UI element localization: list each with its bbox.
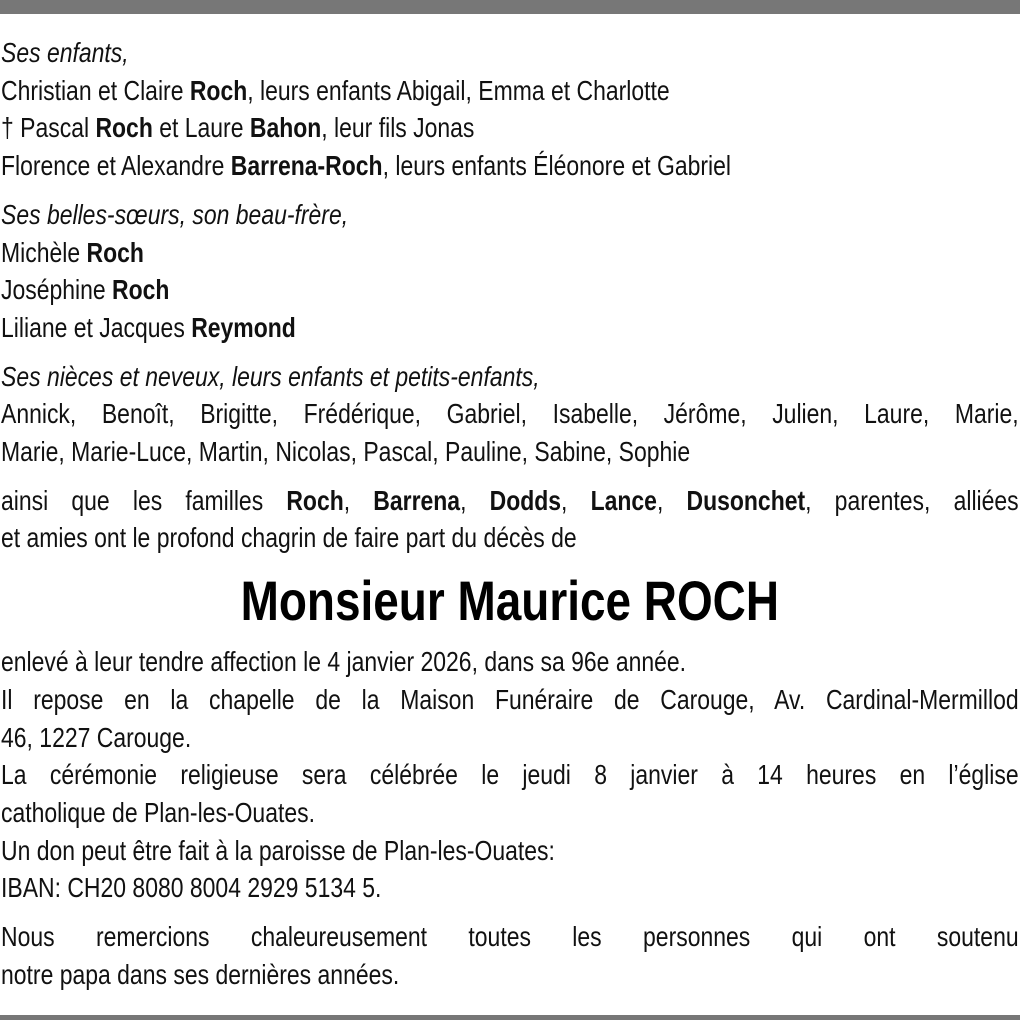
family-line <box>1 309 1019 347</box>
detail-line: Un don peut être fait à la paroisse de Plan-les-Ouates: <box>1 834 555 866</box>
heading-text: Ses enfants, <box>1 37 129 68</box>
family-line <box>1 109 1019 147</box>
top-border <box>0 0 1020 14</box>
family-line <box>1 72 1019 110</box>
families-section <box>1 482 1019 557</box>
text: Michèle <box>1 236 87 268</box>
section-heading <box>1 358 1019 396</box>
surname: Bahon <box>249 112 322 144</box>
children-section <box>1 34 1019 185</box>
text: ainsi que les familles <box>1 484 287 516</box>
text: , leur fils Jonas <box>321 112 475 144</box>
surname: Roch <box>189 74 248 106</box>
detail-line: catholique de Plan-les-Ouates. <box>1 796 315 828</box>
deceased-name: Monsieur Maurice ROCH <box>240 569 780 633</box>
nieces-section <box>1 358 1019 471</box>
iban-line: IBAN: CH20 8080 8004 2929 5134 5. <box>1 872 382 904</box>
text: , leurs enfants Abigail, Emma et Charlotte <box>247 74 670 106</box>
surname: Barrena <box>373 484 461 516</box>
obituary-notice <box>1 34 1019 993</box>
text: † Pascal <box>1 112 96 144</box>
in-laws-section <box>1 196 1019 347</box>
families-line: et amies ont le profond chagrin de faire part du décès de <box>1 522 577 554</box>
detail-line: enlevé à leur tendre affection le 4 janvier 2026, dans sa 96e année. <box>1 646 687 678</box>
text: Liliane et Jacques <box>1 311 192 343</box>
surname: Dodds <box>489 484 562 516</box>
text: , <box>561 484 591 516</box>
surname: Roch <box>286 484 344 516</box>
heading-text: Ses belles-sœurs, son beau-frère, <box>1 198 349 230</box>
heading-text: Ses nièces et neveux, leurs enfants et petits-enfants, <box>1 360 540 392</box>
text: Christian et Claire <box>1 74 190 106</box>
section-heading <box>1 196 1019 234</box>
surname: Reymond <box>191 311 296 343</box>
surname: Barrena-Roch <box>230 150 383 182</box>
text: Florence et Alexandre <box>1 150 231 182</box>
text: , <box>343 484 374 516</box>
text: , <box>460 484 490 516</box>
surname: Roch <box>86 236 144 268</box>
detail-line: Il repose en la chapelle de la Maison Funéraire de Carouge, Av. Cardinal-Mermillod <box>1 683 1019 715</box>
surname: Roch <box>95 112 153 144</box>
family-line <box>1 147 1019 185</box>
text: , leurs enfants Éléonore et Gabriel <box>382 150 732 182</box>
section-heading <box>1 34 1019 72</box>
names-line: Marie, Marie-Luce, Martin, Nicolas, Pascal, Pauline, Sabine, Sophie <box>1 436 691 468</box>
text: et Laure <box>152 112 250 144</box>
thanks-section <box>1 918 1019 993</box>
family-line <box>1 234 1019 272</box>
surname: Dusonchet <box>686 484 806 516</box>
family-line <box>1 271 1019 309</box>
text: , parentes, alliées <box>805 484 1019 516</box>
families-line <box>1 482 1019 520</box>
thanks-line: Nous remercions chaleureusement toutes les personnes qui ont soutenu <box>1 921 1019 953</box>
surname: Roch <box>112 274 170 306</box>
text: Joséphine <box>1 274 113 306</box>
detail-line: 46, 1227 Carouge. <box>1 721 192 753</box>
text: , <box>656 484 687 516</box>
names-line: Annick, Benoît, Brigitte, Frédérique, Gabriel, Isabelle, Jérôme, Julien, Laure, Marie, <box>1 398 1019 430</box>
detail-line: La cérémonie religieuse sera célébrée le jeudi 8 janvier à 14 heures en l’église <box>1 759 1019 791</box>
thanks-line: notre papa dans ses dernières années. <box>1 958 400 990</box>
surname: Lance <box>590 484 657 516</box>
details-section <box>1 643 1019 907</box>
bottom-border <box>0 1015 1020 1020</box>
